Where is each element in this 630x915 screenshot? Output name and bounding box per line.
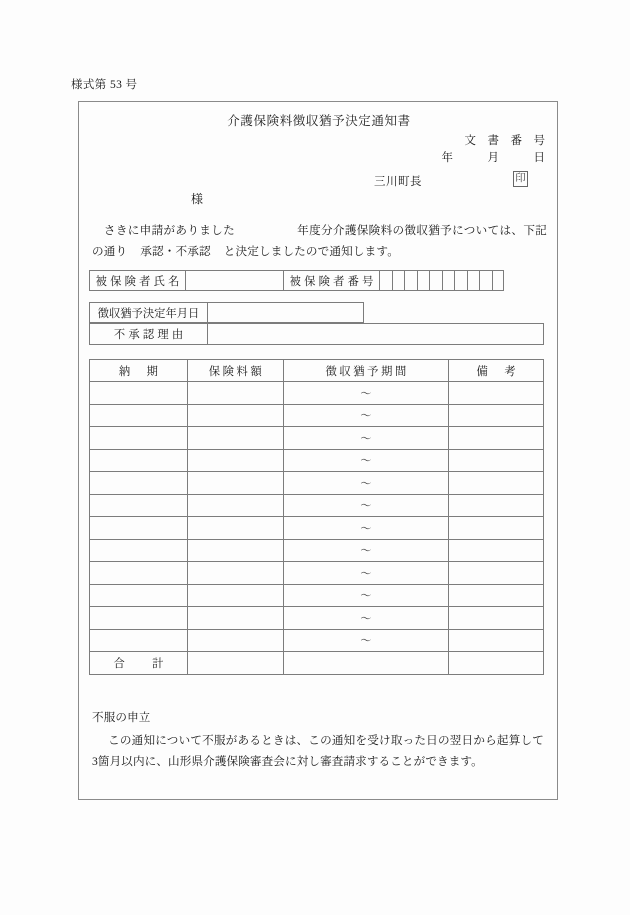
digit-cell[interactable]	[380, 271, 393, 290]
issuer-row	[79, 173, 559, 193]
cell-remarks[interactable]	[449, 517, 544, 540]
digit-cell[interactable]	[468, 271, 481, 290]
cell-remarks[interactable]	[449, 629, 544, 652]
insured-number-label: 被保険者番号	[284, 271, 380, 290]
cell-remarks[interactable]	[449, 607, 544, 630]
table-row	[90, 382, 544, 405]
table-row	[90, 494, 544, 517]
cell-period[interactable]	[90, 494, 188, 517]
body-line2-prefix: り	[115, 245, 128, 258]
cell-deferral-period[interactable]: 〜	[283, 517, 449, 540]
cell-remarks[interactable]	[449, 427, 544, 450]
cell-deferral-period[interactable]: 〜	[283, 427, 449, 450]
insured-name-input[interactable]	[186, 271, 284, 290]
cell-period[interactable]	[90, 517, 188, 540]
cell-period[interactable]	[90, 607, 188, 630]
body-line1-after: 年度分介護保険料の徴収猶予については、下記の通	[92, 224, 547, 258]
cell-period[interactable]	[90, 404, 188, 427]
document-frame	[78, 101, 558, 800]
table-row	[90, 629, 544, 652]
digit-cell[interactable]	[393, 271, 406, 290]
cell-amount[interactable]	[187, 427, 283, 450]
cell-deferral-period[interactable]: 〜	[283, 607, 449, 630]
cell-remarks[interactable]	[449, 404, 544, 427]
table-header-row	[90, 360, 544, 382]
appeal-text-content: この通知について不服があるときは、この通知を受け取った日の翌日から起算して3箇月以内に、山形県介護保険審査会に対し審査請求することができます。	[92, 734, 544, 768]
total-amount[interactable]	[187, 652, 283, 675]
appeal-title: 不服の申立	[92, 711, 151, 724]
column-header-amount: 保険料額	[187, 360, 283, 382]
cell-deferral-period[interactable]: 〜	[283, 539, 449, 562]
cell-period[interactable]	[90, 427, 188, 450]
total-label: 合 計	[90, 652, 188, 675]
digit-cell[interactable]	[443, 271, 456, 290]
table-total-row	[90, 652, 544, 675]
cell-amount[interactable]	[187, 607, 283, 630]
body-paragraph	[92, 220, 547, 262]
cell-period[interactable]	[90, 539, 188, 562]
page-title: 介護保険料徴収猶予決定通知書	[227, 114, 411, 128]
digit-cell[interactable]	[418, 271, 431, 290]
cell-amount[interactable]	[187, 404, 283, 427]
column-header-deferral-period: 徴収猶予期間	[283, 360, 449, 382]
rejection-reason-label: 不承認理由	[90, 324, 208, 344]
table-row	[90, 539, 544, 562]
digit-cell[interactable]	[455, 271, 468, 290]
rejection-reason-input[interactable]	[208, 324, 545, 344]
document-number-label: 文 書 番 号	[464, 135, 545, 147]
table-row	[90, 404, 544, 427]
cell-amount[interactable]	[187, 539, 283, 562]
header-meta-block	[365, 133, 545, 167]
rejection-reason-row	[89, 323, 544, 345]
table-row	[90, 562, 544, 585]
table-body	[90, 382, 544, 675]
cell-amount[interactable]	[187, 584, 283, 607]
table-row	[90, 584, 544, 607]
cell-deferral-period[interactable]: 〜	[283, 629, 449, 652]
form-number: 様式第 53 号	[71, 79, 138, 91]
cell-remarks[interactable]	[449, 472, 544, 495]
addressee-suffix: 様	[191, 192, 204, 206]
insured-number-digit-cells	[380, 271, 505, 290]
cell-period[interactable]	[90, 449, 188, 472]
cell-deferral-period[interactable]: 〜	[283, 584, 449, 607]
decision-date-input[interactable]	[208, 303, 365, 322]
cell-amount[interactable]	[187, 517, 283, 540]
cell-amount[interactable]	[187, 629, 283, 652]
issuer-name: 三川町長	[374, 176, 422, 188]
table-header	[90, 360, 544, 382]
digit-cell[interactable]	[480, 271, 493, 290]
cell-deferral-period[interactable]: 〜	[283, 404, 449, 427]
cell-amount[interactable]	[187, 382, 283, 405]
cell-period[interactable]	[90, 382, 188, 405]
table-row	[90, 427, 544, 450]
cell-deferral-period[interactable]: 〜	[283, 472, 449, 495]
insured-name-label: 被保険者氏名	[90, 271, 186, 290]
cell-remarks[interactable]	[449, 494, 544, 517]
body-line1-before: さきに申請がありました	[92, 224, 235, 237]
cell-amount[interactable]	[187, 449, 283, 472]
digit-cell[interactable]	[493, 271, 506, 290]
cell-remarks[interactable]	[449, 539, 544, 562]
document-inner	[79, 102, 559, 801]
cell-deferral-period[interactable]: 〜	[283, 494, 449, 517]
column-header-remarks: 備 考	[449, 360, 544, 382]
total-deferral[interactable]	[283, 652, 449, 675]
table-row	[90, 472, 544, 495]
deferral-schedule-table	[89, 359, 544, 675]
digit-cell[interactable]	[430, 271, 443, 290]
cell-remarks[interactable]	[449, 382, 544, 405]
decision-date-label: 徴収猶予決定年月日	[90, 303, 208, 322]
cell-amount[interactable]	[187, 494, 283, 517]
issue-date-label: 年 月 日	[441, 152, 545, 164]
cell-remarks[interactable]	[449, 562, 544, 585]
insured-identity-row	[89, 270, 504, 291]
decision-choice[interactable]: 承認・不承認	[140, 245, 211, 258]
cell-period[interactable]	[90, 562, 188, 585]
digit-cell[interactable]	[405, 271, 418, 290]
cell-remarks[interactable]	[449, 584, 544, 607]
column-header-period: 納 期	[90, 360, 188, 382]
table-row	[90, 607, 544, 630]
cell-period[interactable]	[90, 472, 188, 495]
seal-icon: 印	[513, 171, 528, 187]
cell-deferral-period[interactable]: 〜	[283, 382, 449, 405]
table-row	[90, 517, 544, 540]
body-line2-suffix: と決定しましたので通知します。	[223, 245, 399, 258]
cell-period[interactable]	[90, 629, 188, 652]
cell-deferral-period[interactable]: 〜	[283, 449, 449, 472]
total-remarks[interactable]	[449, 652, 544, 675]
appeal-text	[92, 730, 544, 772]
appeal-notice	[92, 707, 544, 772]
table-row	[90, 449, 544, 472]
cell-amount[interactable]	[187, 472, 283, 495]
cell-amount[interactable]	[187, 562, 283, 585]
cell-remarks[interactable]	[449, 449, 544, 472]
cell-period[interactable]	[90, 584, 188, 607]
decision-date-row	[89, 302, 364, 323]
cell-deferral-period[interactable]: 〜	[283, 562, 449, 585]
